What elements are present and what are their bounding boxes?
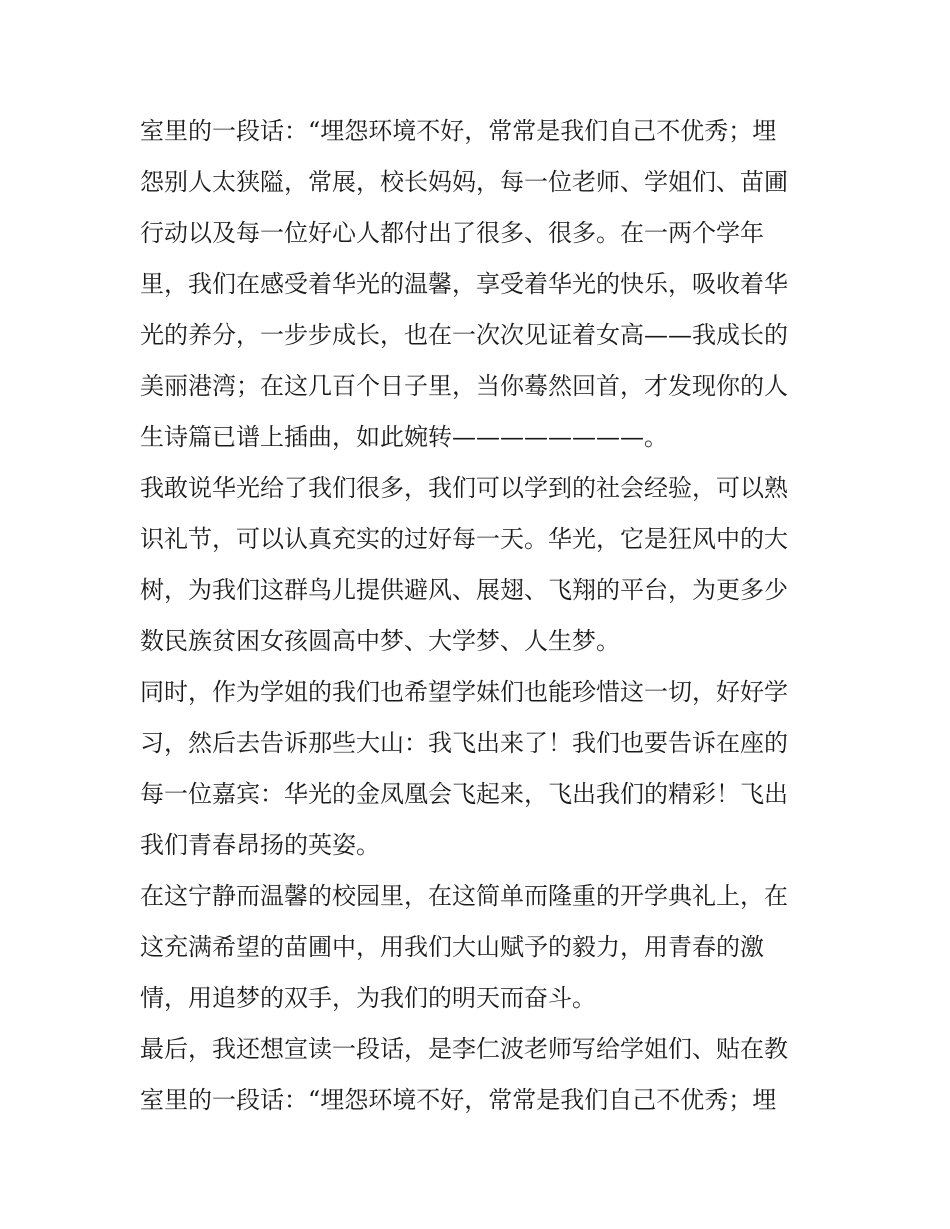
- text-line: 我们青春昂扬的英姿。: [140, 831, 380, 859]
- text-line: 行动以及每一位好心人都付出了很多、很多。在一两个学年: [140, 219, 764, 247]
- paragraph: [140, 871, 812, 1024]
- text-line: 室里的一段话：“埋怨环境不好，常常是我们自己不优秀；埋: [140, 1086, 777, 1114]
- text-line: 同时，作为学姐的我们也希望学妹们也能珍惜这一切，好好学: [140, 678, 788, 706]
- text-line: 怨别人太狭隘，常展，校长妈妈，每一位老师、学姐们、苗圃: [140, 168, 788, 196]
- text-line: 美丽港湾；在这几百个日子里，当你蓦然回首，才发现你的人: [140, 372, 788, 400]
- paragraph: [140, 1024, 812, 1126]
- text-line: 在这宁静而温馨的校园里，在这简单而隆重的开学典礼上，在: [140, 882, 788, 910]
- text-line: 光的养分，一步步成长，也在一次次见证着女高——我成长的: [140, 321, 788, 349]
- text-line: 里，我们在感受着华光的温馨，享受着华光的快乐，吸收着华: [140, 270, 788, 298]
- text-line: 生诗篇已谱上插曲，如此婉转————————。: [140, 423, 668, 451]
- body-text: [140, 106, 812, 1126]
- text-line: 识礼节，可以认真充实的过好每一天。华光，它是狂风中的大: [140, 525, 788, 553]
- text-line: 情，用追梦的双手，为我们的明天而奋斗。: [140, 984, 596, 1012]
- text-line: 室里的一段话：“埋怨环境不好，常常是我们自己不优秀；埋: [140, 117, 777, 145]
- paragraph: [140, 106, 812, 463]
- paragraph: [140, 463, 812, 667]
- text-line: 数民族贫困女孩圆高中梦、大学梦、人生梦。: [140, 627, 620, 655]
- text-line: 每一位嘉宾：华光的金凤凰会飞起来，飞出我们的精彩！飞出: [140, 780, 788, 808]
- text-line: 这充满希望的苗圃中，用我们大山赋予的毅力，用青春的激: [140, 933, 764, 961]
- text-line: 习，然后去告诉那些大山：我飞出来了！我们也要告诉在座的: [140, 729, 788, 757]
- text-line: 树，为我们这群鸟儿提供避风、展翅、飞翔的平台，为更多少: [140, 576, 788, 604]
- text-line: 最后，我还想宣读一段话，是李仁波老师写给学姐们、贴在教: [140, 1035, 788, 1063]
- paragraph: [140, 667, 812, 871]
- text-line: 我敢说华光给了我们很多，我们可以学到的社会经验，可以熟: [140, 474, 788, 502]
